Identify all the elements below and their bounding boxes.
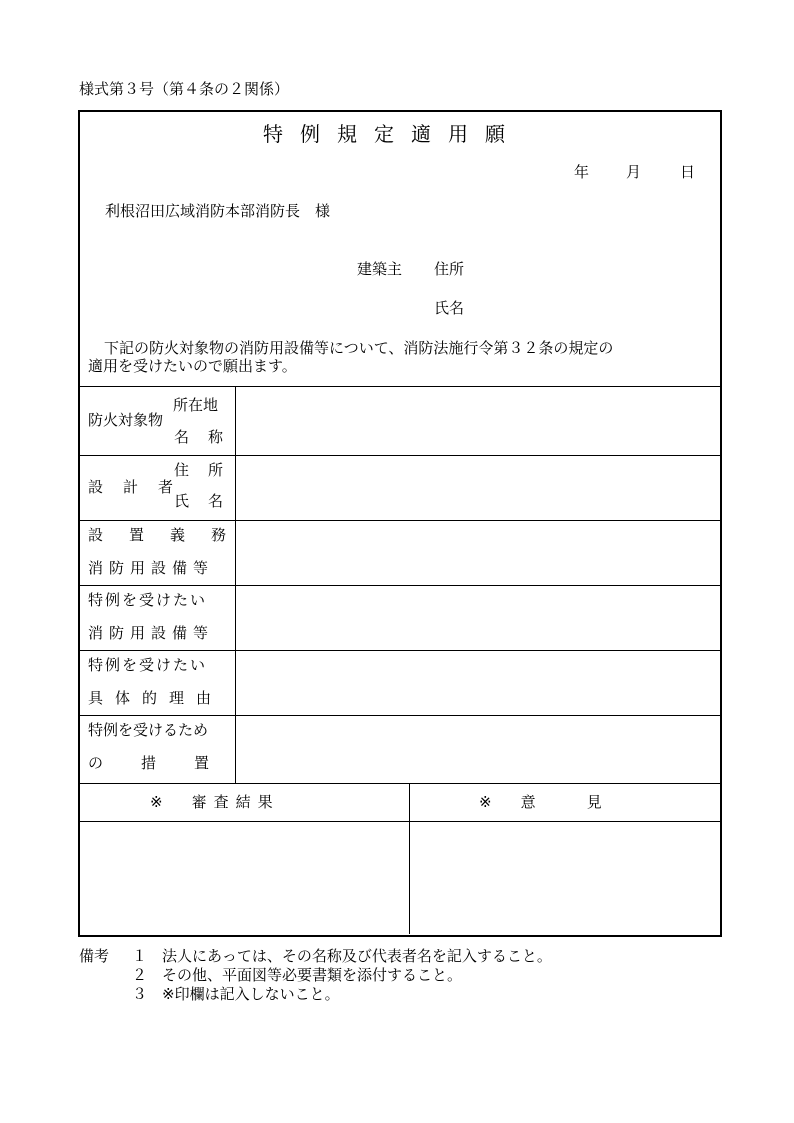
obligated-line-1: 設置義務	[88, 526, 253, 544]
obligated-input-field[interactable]	[237, 522, 719, 584]
divider	[80, 386, 720, 387]
measures-line-2: の措置	[88, 754, 248, 772]
page-title: 特例規定適用願	[263, 122, 522, 146]
review-opinion-field[interactable]	[411, 823, 719, 933]
note-2-text: その他、平面図等必要書類を添付すること。	[162, 966, 463, 984]
divider	[80, 783, 720, 784]
note-1-number: １	[132, 947, 148, 965]
designer-name-b: 名	[208, 492, 224, 510]
designer-input-field[interactable]	[237, 457, 719, 519]
obligated-line-2: 消防用設備等	[88, 559, 215, 577]
applicant-address-label: 住所	[434, 260, 465, 278]
reason-input-field[interactable]	[237, 652, 719, 714]
target-label: 防火対象物	[88, 411, 164, 429]
review-opinion-header: ※ 意 見	[479, 793, 609, 811]
reason-line-2: 具体的理由	[88, 689, 224, 707]
divider	[80, 585, 720, 586]
exception-equipment-line-1: 特例を受けたい	[88, 591, 208, 609]
addressee: 利根沼田広域消防本部消防長 様	[105, 202, 331, 220]
divider	[80, 455, 720, 456]
exception-equipment-line-2: 消防用設備等	[88, 624, 215, 642]
statement-line-1: 下記の防火対象物の消防用設備等について、消防法施行令第３２条の規定の	[104, 339, 614, 357]
note-1-text: 法人にあっては、その名称及び代表者名を記入すること。	[162, 947, 552, 965]
designer-address-b: 所	[208, 461, 224, 479]
target-name-label-a: 名	[174, 428, 190, 446]
note-3-text: ※印欄は記入しないこと。	[162, 985, 340, 1003]
target-input-field[interactable]	[237, 388, 719, 454]
date-day: 日	[680, 163, 696, 181]
measures-input-field[interactable]	[237, 717, 719, 782]
reason-line-1: 特例を受けたい	[88, 656, 208, 674]
divider	[80, 520, 720, 521]
statement-line-2: 適用を受けたいので願出ます。	[88, 357, 297, 375]
divider	[80, 821, 720, 822]
designer-address-a: 住	[174, 461, 190, 479]
note-2-number: ２	[132, 966, 148, 984]
applicant-role: 建築主	[357, 260, 403, 278]
column-divider	[409, 783, 410, 934]
review-result-header: ※ 審査結果	[150, 793, 280, 811]
designer-name-a: 氏	[174, 492, 190, 510]
designer-label-text: 設計者	[88, 478, 194, 496]
applicant-name-label: 氏名	[434, 299, 465, 317]
notes-label: 備考	[79, 947, 110, 965]
note-3-number: ３	[132, 985, 148, 1003]
measures-line-1: 特例を受けるため	[88, 721, 209, 739]
divider	[80, 715, 720, 716]
divider	[80, 650, 720, 651]
form-number: 様式第３号（第４条の２関係）	[79, 80, 290, 98]
exception-equipment-input-field[interactable]	[237, 587, 719, 649]
date-month: 月	[626, 163, 642, 181]
date-year: 年	[574, 163, 590, 181]
review-result-field[interactable]	[80, 823, 408, 933]
column-divider	[235, 386, 236, 783]
target-location-label: 所在地	[173, 396, 219, 414]
target-name-label-b: 称	[208, 428, 224, 446]
designer-label	[88, 478, 194, 496]
